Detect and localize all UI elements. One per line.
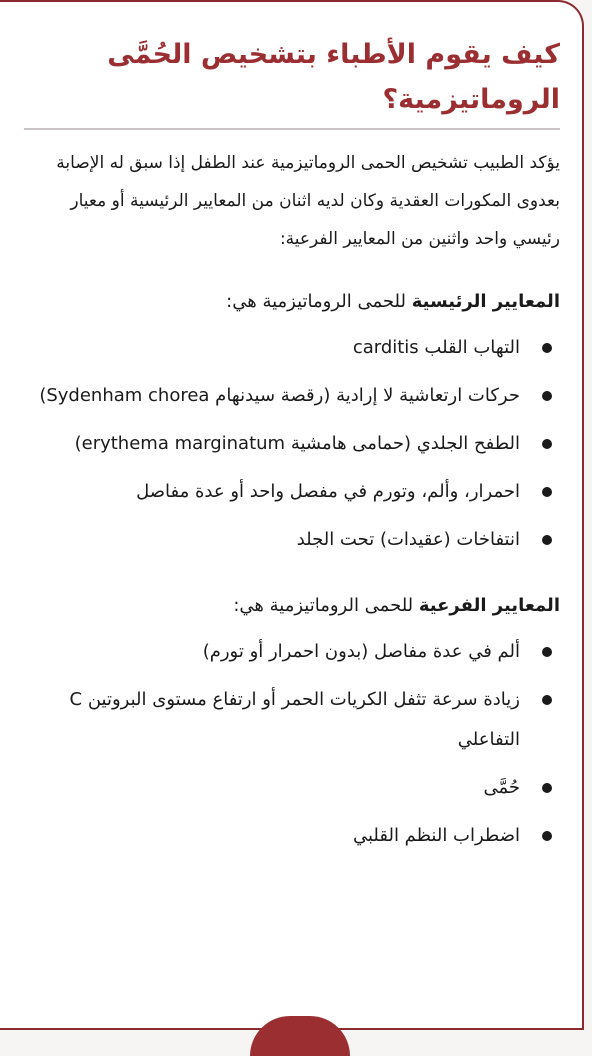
bullet-icon — [542, 487, 552, 497]
major-criteria-heading — [20, 284, 560, 320]
list-item-text: زيادة سرعة تثفل الكريات الحمر أو ارتفاع مستوى البروتين C التفاعلي — [69, 689, 520, 750]
bullet-icon — [542, 391, 552, 401]
major-criteria-heading-bold: المعايير الرئيسية — [411, 291, 560, 312]
minor-criteria-heading — [20, 588, 560, 624]
list-item — [30, 632, 560, 672]
list-item-text: الطفح الجلدي (حمامى هامشية erythema marginatum) — [74, 433, 520, 454]
major-criteria-heading-rest: للحمى الروماتيزمية هي: — [226, 291, 412, 312]
list-item-text: انتفاخات (عقيدات) تحت الجلد — [296, 529, 520, 550]
title-divider — [24, 128, 560, 130]
bullet-icon — [542, 535, 552, 545]
major-criteria-list — [0, 328, 582, 560]
list-item-text: اضطراب النظم القلبي — [352, 825, 520, 846]
list-item — [30, 680, 560, 760]
bullet-icon — [542, 831, 552, 841]
bullet-icon — [542, 783, 552, 793]
list-item — [30, 768, 560, 808]
list-item-text: حُمَّى — [483, 777, 520, 798]
bullet-icon — [542, 343, 552, 353]
list-item — [30, 424, 560, 464]
bullet-icon — [542, 439, 552, 449]
list-item-text: حركات ارتعاشية لا إرادية (رقصة سيدنهام Sydenham chorea) — [39, 385, 520, 406]
list-item — [30, 328, 560, 368]
list-item-text: ألم في عدة مفاصل (بدون احمرار أو تورم) — [202, 641, 520, 662]
bullet-icon — [542, 695, 552, 705]
intro-paragraph: يؤكد الطبيب تشخيص الحمى الروماتيزمية عند الطفل إذا سبق له الإصابة بعدوى المكورات العقدية وكان لديه اثنان من المعايير الرئيسية أو معيار رئيسي واحد واثنين من المعايير الفرعية: — [56, 153, 560, 249]
list-item — [30, 816, 560, 856]
card-title: كيف يقوم الأطباء بتشخيص الحُمَّى الروماتيزمية؟ — [107, 39, 560, 115]
list-item-text: احمرار، وألم، وتورم في مفصل واحد أو عدة مفاصل — [136, 481, 520, 502]
minor-criteria-heading-bold: المعايير الفرعية — [418, 595, 560, 616]
minor-criteria-list — [0, 632, 582, 856]
list-item — [30, 472, 560, 512]
minor-criteria-heading-rest: للحمى الروماتيزمية هي: — [233, 595, 419, 616]
list-item — [30, 520, 560, 560]
list-item-text: التهاب القلب carditis — [352, 337, 520, 358]
list-item — [30, 376, 560, 416]
bullet-icon — [542, 647, 552, 657]
